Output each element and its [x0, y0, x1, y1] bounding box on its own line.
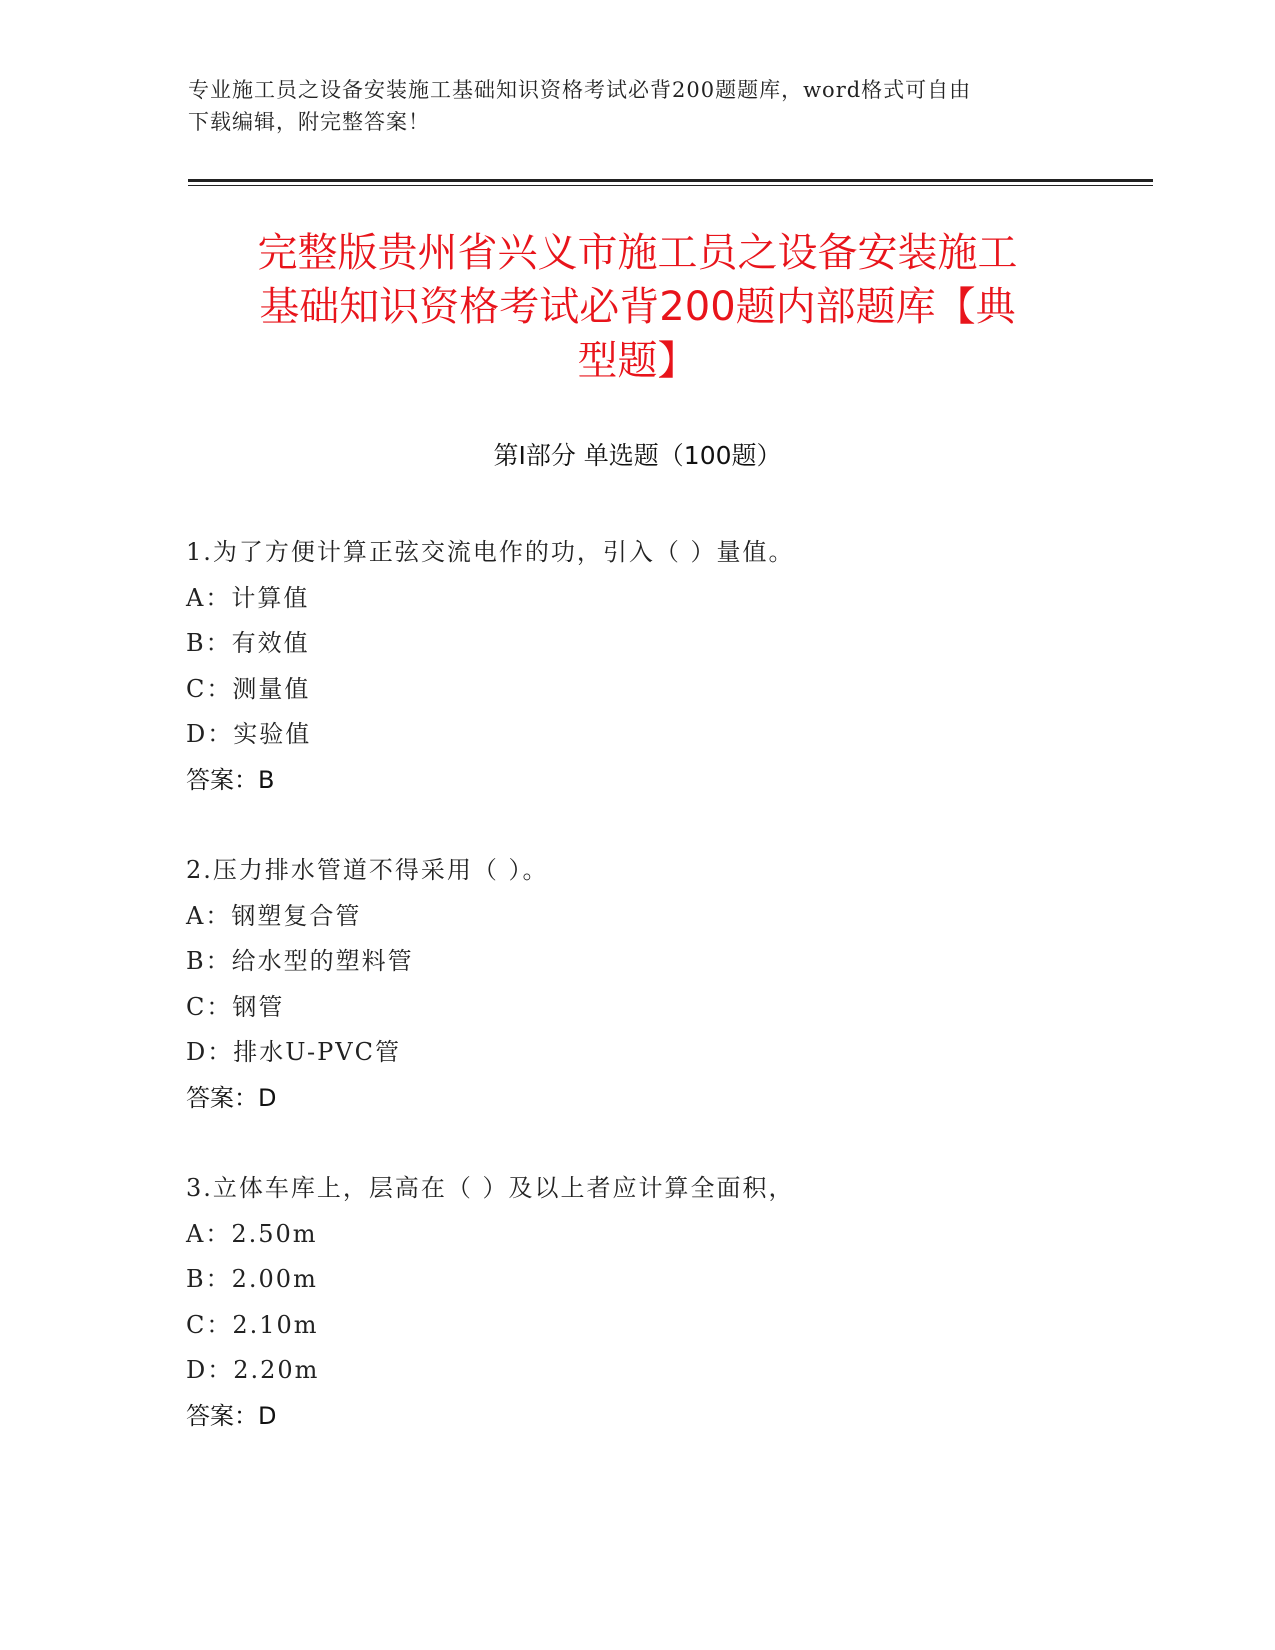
answer: 答案：D	[186, 1401, 277, 1430]
question-3	[186, 1166, 1146, 1439]
option-a: A：2.50m	[186, 1219, 318, 1248]
option-a: A：计算值	[186, 583, 310, 612]
answer: 答案：B	[186, 765, 275, 794]
option-d: D：实验值	[186, 720, 312, 748]
section-heading: 第Ⅰ部分 单选题（100题）	[493, 441, 782, 470]
document-title-line-3: 型题】	[577, 338, 698, 384]
option-b: B：2.00m	[186, 1265, 318, 1293]
question-list	[186, 530, 1146, 1484]
question-1	[186, 530, 1146, 803]
header-note-line-2: 下载编辑，附完整答案！	[188, 110, 430, 134]
header-divider-thin	[188, 185, 1153, 186]
option-c: C：钢管	[186, 992, 285, 1021]
question-2	[186, 848, 1146, 1121]
option-c: C：2.10m	[186, 1310, 319, 1339]
option-d: D：2.20m	[186, 1356, 320, 1384]
option-a: A：钢塑复合管	[186, 901, 362, 930]
option-d: D：排水U-PVC管	[186, 1038, 401, 1066]
header-note	[188, 74, 1088, 138]
question-stem: 3.立体车库上，层高在（ ）及以上者应计算全面积，	[186, 1174, 795, 1202]
answer: 答案：D	[186, 1083, 277, 1112]
option-c: C：测量值	[186, 674, 311, 703]
header-divider-thick	[188, 179, 1153, 182]
option-b: B：有效值	[186, 629, 310, 657]
question-stem: 2.压力排水管道不得采用（ ）。	[186, 856, 549, 884]
document-title-line-1: 完整版贵州省兴义市施工员之设备安装施工	[257, 230, 1018, 276]
document-title-line-2: 基础知识资格考试必背200题内部题库【典	[259, 284, 1016, 330]
question-stem: 1.为了方便计算正弦交流电作的功，引入（ ）量值。	[186, 538, 795, 566]
document-title	[150, 226, 1125, 388]
header-note-line-1: 专业施工员之设备安装施工基础知识资格考试必背200题题库，word格式可自由	[188, 78, 972, 102]
option-b: B：给水型的塑料管	[186, 947, 414, 975]
